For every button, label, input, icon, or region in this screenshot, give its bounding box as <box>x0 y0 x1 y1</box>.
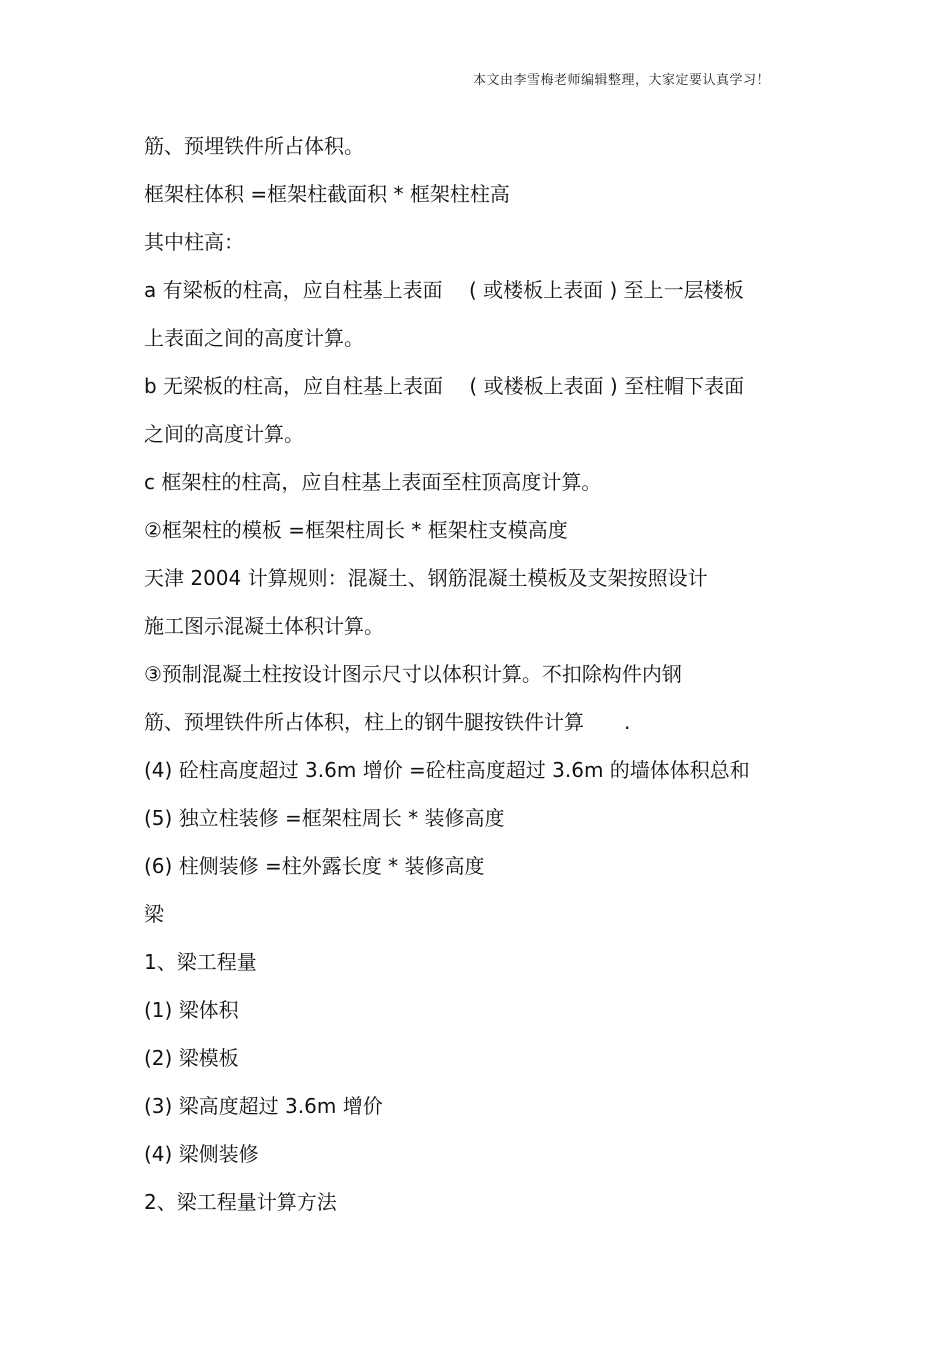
text-line: ③预制混凝土柱按设计图示尺寸以体积计算。不扣除构件内钢 <box>144 662 682 686</box>
text-line: a 有梁板的柱高，应自柱基上表面 ( 或楼板上表面 ) 至上一层楼板 <box>144 278 744 302</box>
header-note: 本文由李雪梅老师编辑整理，大家定要认真学习！ <box>472 73 770 88</box>
text-line: (2) 梁模板 <box>144 1046 239 1070</box>
text-line: (1) 梁体积 <box>144 998 239 1022</box>
text-line: c 框架柱的柱高，应自柱基上表面至柱顶高度计算。 <box>144 470 602 494</box>
text-line: 上表面之间的高度计算。 <box>144 326 364 350</box>
text-line: (6) 柱侧装修 =柱外露长度 * 装修高度 <box>144 854 485 878</box>
text-line: 之间的高度计算。 <box>144 422 304 446</box>
text-line: (4) 砼柱高度超过 3.6m 增价 =砼柱高度超过 3.6m 的墙体体积总和 <box>144 758 750 782</box>
text-line: (5) 独立柱装修 =框架柱周长 * 装修高度 <box>144 806 505 830</box>
text-line: 筋、预埋铁件所占体积，柱上的钢牛腿按铁件计算 . <box>144 710 631 734</box>
text-line: 其中柱高： <box>144 230 244 254</box>
text-line: ②框架柱的模板 =框架柱周长 * 框架柱支模高度 <box>144 518 568 542</box>
text-line: 施工图示混凝土体积计算。 <box>144 614 384 638</box>
text-line: 梁 <box>144 902 164 926</box>
body-text <box>144 128 824 1232</box>
text-line: 框架柱体积 =框架柱截面积 * 框架柱柱高 <box>144 182 510 206</box>
text-line: 筋、预埋铁件所占体积。 <box>144 134 364 158</box>
text-line: b 无梁板的柱高，应自柱基上表面 ( 或楼板上表面 ) 至柱帽下表面 <box>144 374 745 398</box>
text-line: 1、梁工程量 <box>144 950 257 974</box>
text-line: (4) 梁侧装修 <box>144 1142 259 1166</box>
text-line: (3) 梁高度超过 3.6m 增价 <box>144 1094 383 1118</box>
text-line: 天津 2004 计算规则：混凝土、钢筋混凝土模板及支架按照设计 <box>144 566 708 590</box>
text-line: 2、梁工程量计算方法 <box>144 1190 337 1214</box>
